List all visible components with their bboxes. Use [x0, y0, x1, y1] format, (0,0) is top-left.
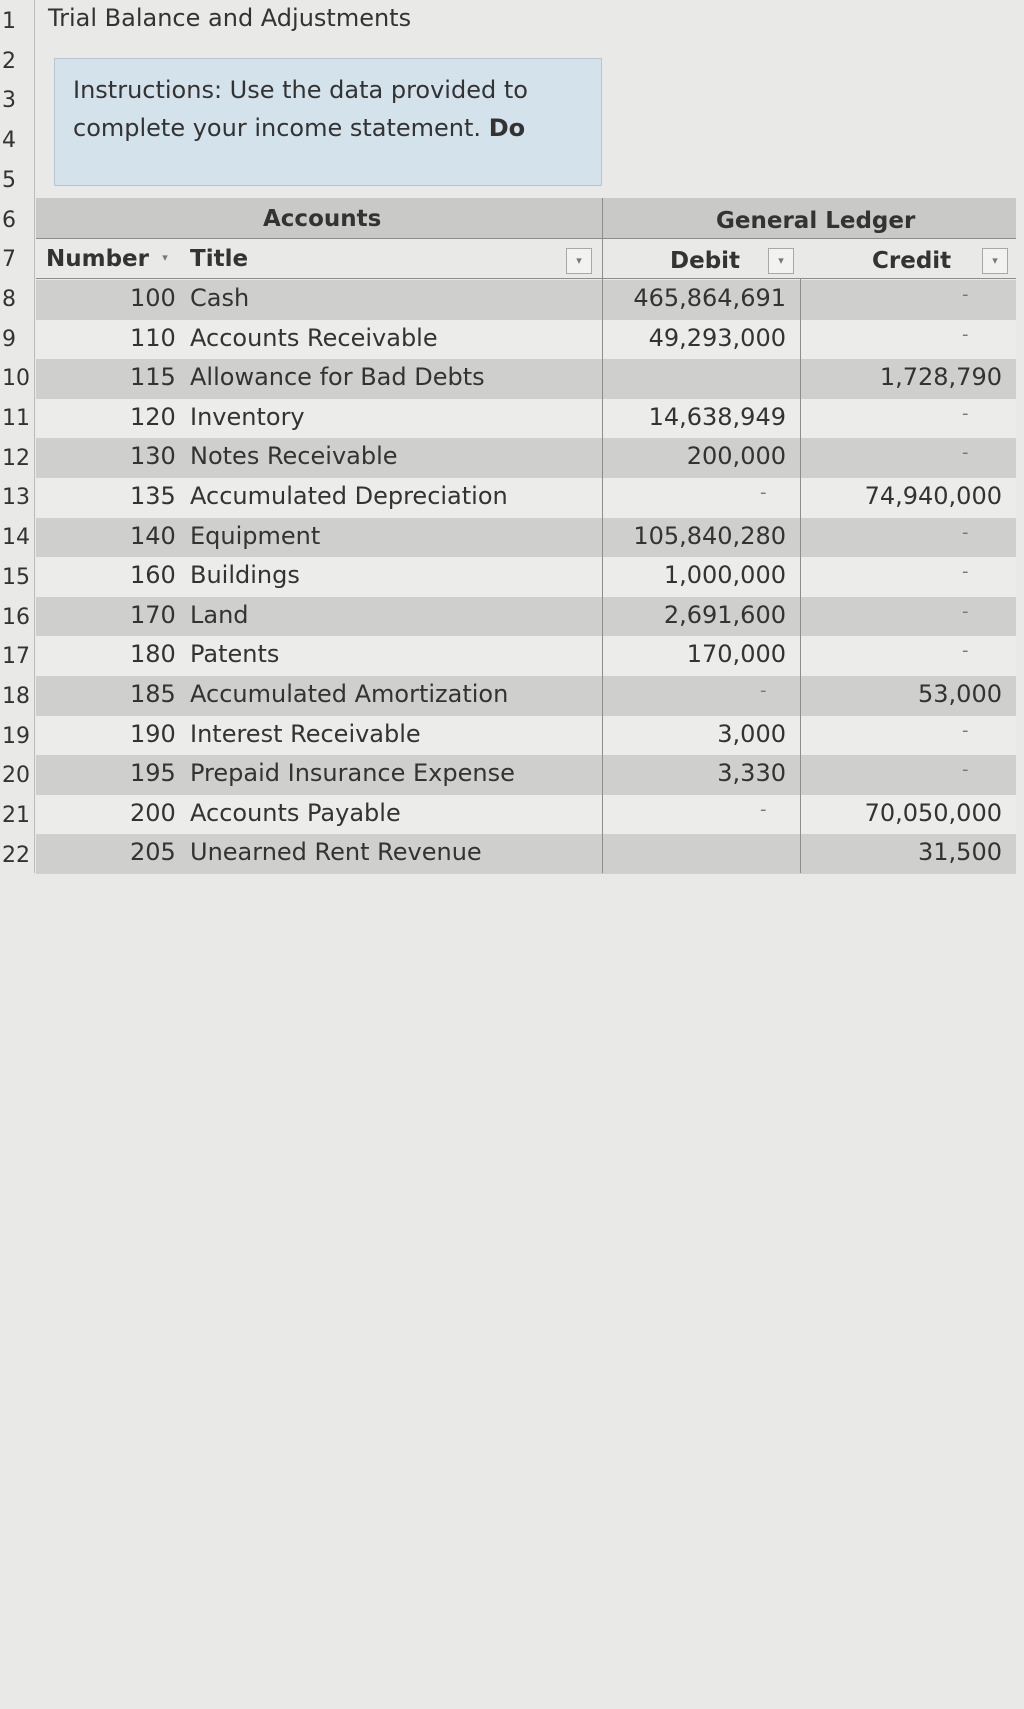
debit-cell[interactable]: 3,330 — [717, 759, 786, 788]
account-number-cell[interactable]: 140 — [130, 521, 176, 550]
header-divider — [36, 238, 1016, 239]
debit-cell[interactable]: 465,864,691 — [633, 284, 786, 312]
instructions-bold-word: Do — [488, 114, 526, 142]
credit-cell[interactable]: - — [962, 521, 969, 543]
row-number[interactable]: 13 — [2, 485, 30, 511]
row-number[interactable]: 16 — [2, 604, 30, 630]
account-title-cell[interactable]: Equipment — [190, 521, 321, 550]
number-filter-icon[interactable]: ▾ — [162, 251, 168, 264]
debit-cell[interactable]: 49,293,000 — [648, 323, 786, 352]
table-row[interactable] — [36, 557, 1016, 597]
account-title-cell[interactable]: Prepaid Insurance Expense — [190, 759, 515, 788]
debit-cell[interactable]: 1,000,000 — [663, 561, 786, 590]
account-title-cell[interactable]: Land — [190, 600, 249, 629]
row-number[interactable]: 21 — [2, 803, 30, 828]
credit-cell[interactable]: 1,728,790 — [879, 363, 1002, 392]
debit-cell[interactable]: 200,000 — [686, 442, 786, 471]
row-number[interactable]: 22 — [2, 842, 30, 868]
table-row[interactable] — [36, 320, 1016, 360]
account-title-cell[interactable]: Allowance for Bad Debts — [190, 363, 485, 392]
row-number[interactable]: 19 — [2, 723, 30, 749]
credit-cell[interactable]: - — [962, 561, 969, 583]
sheet-title[interactable]: Trial Balance and Adjustments — [48, 4, 412, 32]
credit-cell[interactable]: 70,050,000 — [864, 798, 1002, 827]
debit-cell[interactable]: - — [760, 798, 767, 820]
table-row[interactable] — [36, 518, 1016, 558]
col-divider-credit — [800, 278, 801, 873]
credit-cell[interactable]: - — [962, 640, 969, 662]
account-number-cell[interactable]: 195 — [130, 759, 176, 788]
table-row[interactable] — [36, 438, 1016, 478]
credit-cell[interactable]: - — [962, 600, 969, 622]
table-row[interactable] — [36, 597, 1016, 637]
row-number[interactable]: 18 — [2, 683, 30, 709]
account-number-cell[interactable]: 185 — [130, 680, 176, 708]
debit-cell[interactable]: 3,000 — [717, 719, 786, 748]
row-number[interactable]: 2 — [2, 48, 16, 74]
row-number[interactable]: 3 — [2, 88, 16, 114]
table-row[interactable] — [36, 834, 1016, 874]
table-row[interactable] — [36, 716, 1016, 756]
account-number-cell[interactable]: 160 — [130, 561, 176, 590]
number-header[interactable]: Number — [46, 246, 149, 272]
account-title-cell[interactable]: Buildings — [190, 561, 300, 590]
row-number[interactable]: 1 — [2, 9, 16, 34]
account-title-cell[interactable]: Notes Receivable — [190, 442, 398, 471]
account-number-cell[interactable]: 190 — [130, 719, 176, 748]
row-number[interactable]: 4 — [2, 128, 16, 154]
account-number-cell[interactable]: 120 — [130, 402, 176, 431]
debit-cell[interactable]: - — [760, 482, 767, 503]
account-title-cell[interactable]: Accounts Payable — [190, 798, 401, 827]
debit-cell[interactable]: 14,638,949 — [648, 402, 786, 431]
account-title-cell[interactable]: Accounts Receivable — [190, 323, 438, 352]
account-title-cell[interactable]: Accumulated Depreciation — [190, 482, 508, 510]
debit-cell[interactable]: 2,691,600 — [663, 600, 786, 629]
credit-cell[interactable]: 31,500 — [918, 838, 1002, 867]
account-number-cell[interactable]: 115 — [130, 363, 176, 392]
row-number[interactable]: 6 — [2, 207, 16, 233]
debit-cell[interactable]: - — [760, 680, 767, 701]
credit-cell[interactable]: - — [962, 323, 969, 345]
account-number-cell[interactable]: 170 — [130, 600, 176, 629]
row-number[interactable]: 15 — [2, 564, 30, 590]
row-number[interactable]: 11 — [2, 406, 30, 431]
instructions-line-2-text: complete your income statement. — [73, 114, 482, 142]
account-title-cell[interactable]: Cash — [190, 284, 250, 312]
account-number-cell[interactable]: 180 — [130, 640, 176, 669]
instructions-box[interactable] — [54, 58, 602, 186]
row-number[interactable]: 10 — [2, 366, 30, 392]
row-header-divider — [34, 0, 35, 873]
account-number-cell[interactable]: 205 — [130, 838, 176, 867]
col-divider-debit — [602, 198, 603, 873]
account-title-cell[interactable]: Inventory — [190, 402, 305, 431]
table-row[interactable] — [36, 280, 1016, 320]
table-row[interactable] — [36, 636, 1016, 676]
account-number-cell[interactable]: 110 — [130, 323, 176, 352]
row-number[interactable]: 17 — [2, 644, 30, 670]
row-number[interactable]: 20 — [2, 763, 30, 789]
credit-header[interactable]: Credit — [872, 248, 952, 274]
debit-cell[interactable]: 105,840,280 — [633, 521, 786, 550]
account-title-cell[interactable]: Patents — [190, 640, 280, 669]
row-number[interactable]: 8 — [2, 286, 16, 312]
row-number[interactable]: 9 — [2, 326, 16, 352]
row-number[interactable]: 14 — [2, 525, 30, 551]
account-title-cell[interactable]: Interest Receivable — [190, 719, 421, 748]
row-number[interactable]: 5 — [2, 167, 16, 193]
title-header[interactable]: Title — [190, 246, 249, 272]
credit-cell[interactable]: - — [962, 402, 969, 424]
credit-cell[interactable]: - — [962, 442, 969, 464]
account-number-cell[interactable]: 100 — [130, 284, 176, 312]
account-number-cell[interactable]: 130 — [130, 442, 176, 471]
credit-cell[interactable]: - — [962, 284, 969, 305]
instructions-line-2 — [73, 109, 583, 147]
account-title-cell[interactable]: Unearned Rent Revenue — [190, 838, 482, 867]
credit-cell[interactable]: - — [962, 719, 969, 741]
credit-cell[interactable]: - — [962, 759, 969, 781]
credit-cell[interactable]: 74,940,000 — [864, 482, 1002, 510]
account-number-cell[interactable]: 200 — [130, 798, 176, 827]
title-filter-icon[interactable]: ▾ — [566, 248, 592, 274]
credit-cell[interactable]: 53,000 — [918, 680, 1002, 708]
table-row[interactable] — [36, 755, 1016, 795]
header-bottom-divider — [36, 278, 1016, 279]
account-title-cell[interactable]: Accumulated Amortization — [190, 680, 509, 708]
table-row[interactable] — [36, 676, 1016, 716]
debit-filter-icon[interactable]: ▾ — [768, 248, 794, 274]
instructions-line-1: Instructions: Use the data provided to — [73, 76, 528, 104]
debit-cell[interactable]: 170,000 — [686, 640, 786, 669]
credit-filter-icon[interactable]: ▾ — [982, 248, 1008, 274]
accounts-header[interactable]: Accounts — [263, 206, 382, 232]
general-ledger-header[interactable]: General Ledger — [716, 208, 916, 234]
debit-header[interactable]: Debit — [670, 248, 741, 274]
table-row[interactable] — [36, 359, 1016, 399]
account-number-cell[interactable]: 135 — [130, 482, 176, 510]
row-number[interactable]: 12 — [2, 445, 30, 471]
row-number[interactable]: 7 — [2, 247, 16, 273]
table-row[interactable] — [36, 399, 1016, 439]
